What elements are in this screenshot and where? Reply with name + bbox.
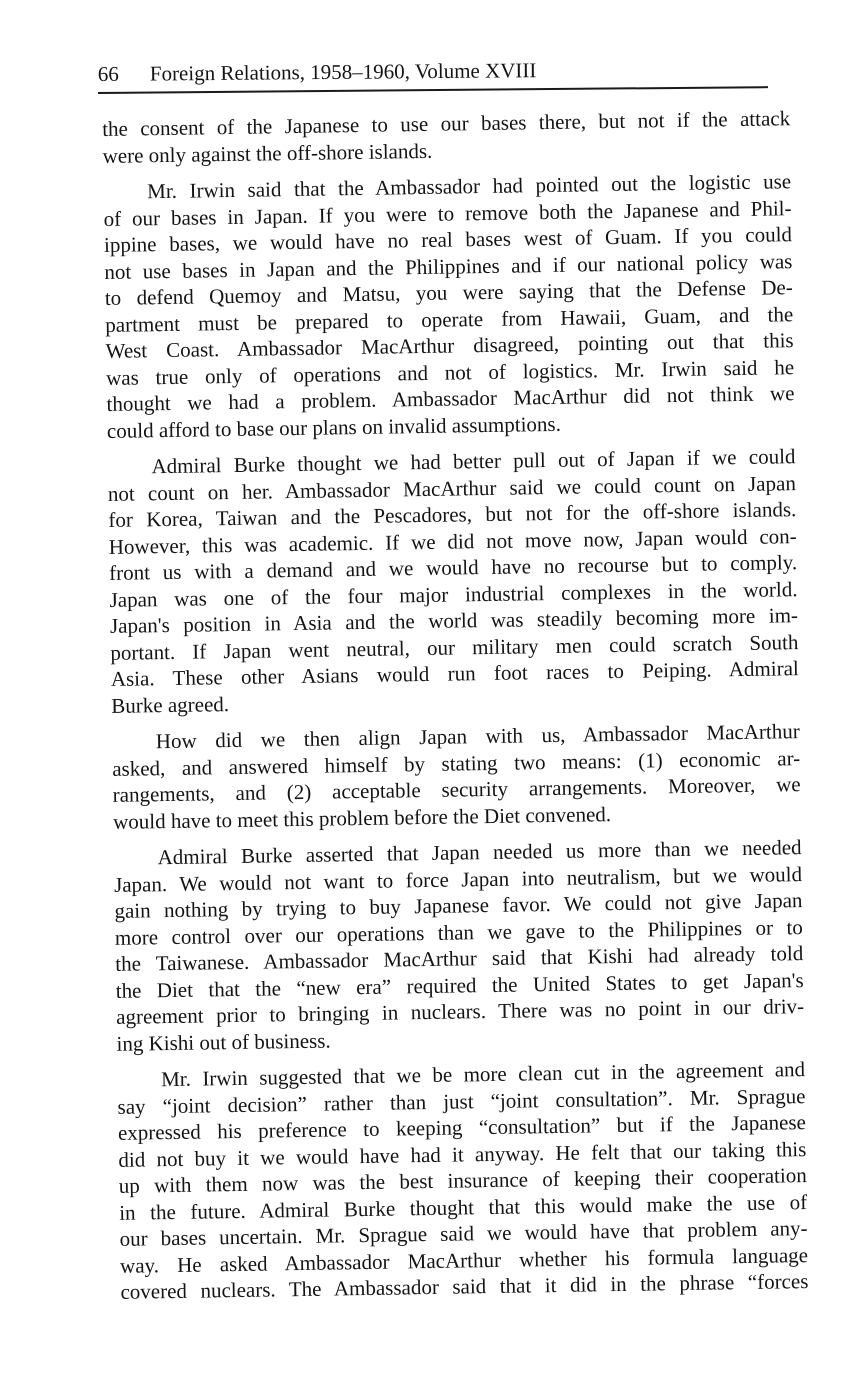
text-line: Mr. Irwin said that the Ambassador had pointed out the logistic use: [146, 169, 792, 204]
text-line: Japan. We would not want to force Japan into neutralism, but we would: [113, 861, 803, 897]
running-head-title: Foreign Relations, 1958–1960, Volume XVIII: [149, 58, 537, 86]
text-line: However, this was academic. If we did not move now, Japan would con-: [108, 523, 797, 559]
paragraph-5: [113, 834, 804, 1057]
text-line: expressed his preference to keeping “consultation” but if the Japanese: [117, 1110, 807, 1145]
text-line: the Diet that the “new era” required the United States to get Japan's: [115, 967, 804, 1003]
text-line: Burke agreed.: [111, 691, 230, 718]
paragraph-1: [102, 105, 791, 169]
text-line: Asia. These other Asians would run foot races to Peiping. Admiral: [110, 656, 799, 691]
text-line: Mr. Irwin suggested that we be more clean cut in the agreement and: [160, 1057, 806, 1092]
text-line: partment must be prepared to operate from Hawaii, Guam, and the: [105, 301, 794, 337]
text-line: was true only of operations and not of logistics. Mr. Irwin said he: [105, 354, 795, 390]
text-line: for Korea, Taiwan and the Pescadores, but not for the off-shore islands.: [108, 497, 797, 532]
text-line: were only against the off-shore islands.: [102, 138, 433, 168]
paragraph-2: [103, 168, 795, 444]
paragraph-3: [107, 443, 799, 719]
text-line: agreement prior to bringing in nuclears. There was no point in our driv-: [115, 994, 805, 1029]
text-line: ippine bases, we would have no real bases west of Guam. If you could: [103, 222, 793, 257]
text-line: thought we had a problem. Ambassador MacArthur did not think we: [106, 381, 795, 416]
text-line: the consent of the Japanese to use our bases there, but not if the attack: [102, 106, 791, 141]
text-line: Japan's position in Asia and the world was steadily becoming more im-: [109, 603, 799, 638]
text-line: would have to meet this problem before the Diet convened.: [112, 801, 612, 834]
text-line: could afford to base our plans on invalid assumptions.: [106, 411, 562, 443]
text-line: did not buy it we would have had it anyway. He felt that our taking this: [118, 1136, 807, 1172]
text-line: Japan was one of the four major industrial complexes in the world.: [109, 576, 798, 612]
text-line: covered nuclears. The Ambassador said that it did in the phrase “forces: [120, 1269, 809, 1304]
text-line: not count on her. Ambassador MacArthur said we could count on Japan: [107, 470, 797, 506]
text-line: to defend Quemoy and Matsu, you were saying that the Defense De-: [104, 275, 793, 310]
text-line: say “joint decision” rather than just “joint consultation”. Mr. Sprague: [117, 1083, 806, 1119]
text-line: Admiral Burke asserted that Japan needed us more than we needed: [157, 835, 802, 870]
text-line: West Coast. Ambassador MacArthur disagreed, pointing out that this: [105, 328, 794, 363]
page-number: 66: [97, 61, 119, 87]
text-line: asked, and answered himself by stating two means: (1) economic ar-: [112, 745, 801, 781]
text-line: way. He asked Ambassador MacArthur whether his formula language: [119, 1242, 809, 1278]
text-line: portant. If Japan went neutral, our military men could scratch South: [110, 629, 799, 665]
running-header: [98, 52, 768, 94]
text-line: ing Kishi out of business.: [116, 1028, 331, 1056]
text-line: gain nothing by trying to buy Japanese favor. We could not give Japan: [114, 888, 803, 923]
text-line: not use bases in Japan and the Philippines and if our national policy was: [104, 248, 793, 284]
text-line: Admiral Burke thought we had better pull out of Japan if we could: [151, 444, 796, 479]
text-line: front us with a demand and we would have no recourse but to comply.: [108, 550, 798, 585]
text-line: more control over our operations than we gave to the Philippines or to: [114, 914, 804, 950]
body-text: [102, 105, 809, 1315]
text-line: in the future. Admiral Burke thought that this would make the use of: [119, 1189, 808, 1225]
paragraph-6: [117, 1056, 809, 1305]
paragraph-4: [112, 718, 802, 835]
text-line: rangements, and (2) acceptable security arrangements. Moreover, we: [112, 772, 801, 807]
text-line: up with them now was the best insurance of keeping their cooperation: [118, 1163, 807, 1198]
text-line: our bases uncertain. Mr. Sprague said we would have that problem any-: [119, 1216, 808, 1251]
text-line: the Taiwanese. Ambassador MacArthur said that Kishi had already told: [115, 941, 804, 976]
text-line: How did we then align Japan with us, Ambassador MacArthur: [155, 719, 800, 754]
text-line: of our bases in Japan. If you were to remove both the Japanese and Phil-: [103, 195, 792, 231]
